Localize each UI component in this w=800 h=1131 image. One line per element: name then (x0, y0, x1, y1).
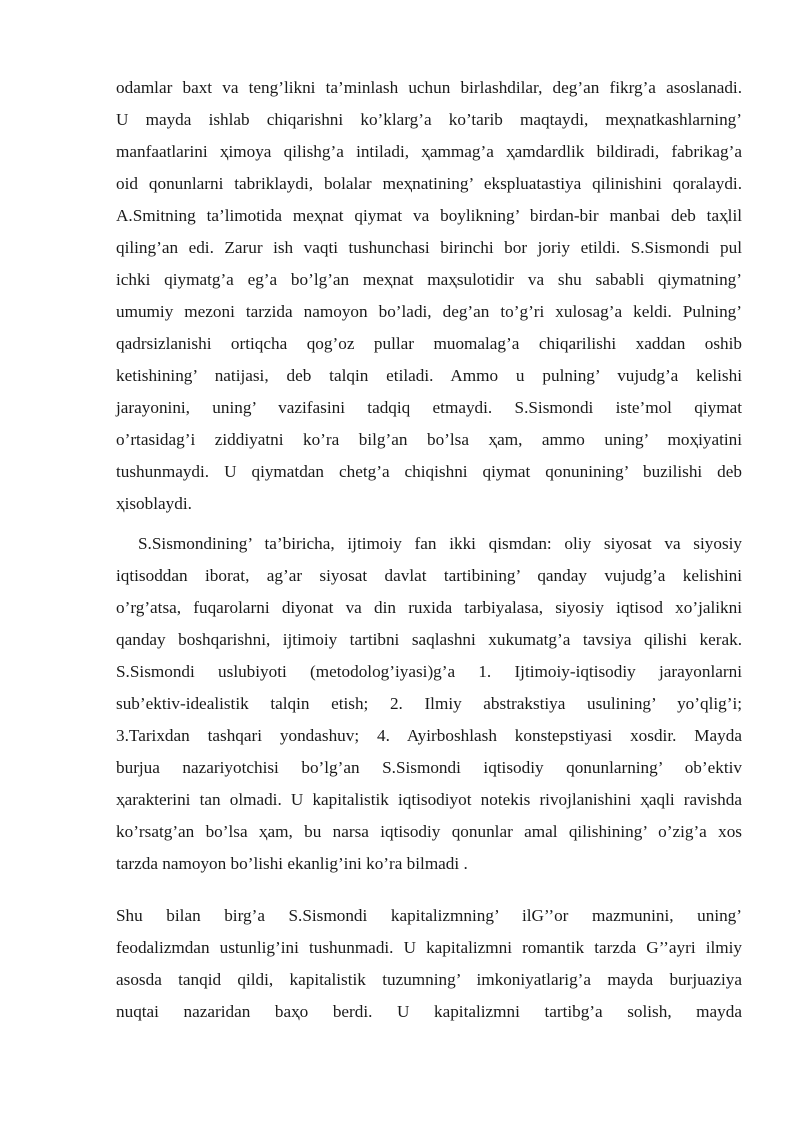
text-line: burjua nazariyotchisi bo’lg’an S.Sismondi iqtisodiy qonunlarning’ ob’ektiv (116, 758, 742, 777)
text-line: U mayda ishlab chiqarishni ko’klarg’a ko’tarib maqtaydi, meҳnatkashlarning’ (116, 110, 742, 129)
text-line: Shu bilan birg’a S.Sismondi kapitalizmning’ ilG’’or mazmunini, uning’ (116, 906, 742, 925)
text-line: jarayonini, uning’ vazifasini tadqiq etmaydi. S.Sismondi iste’mol qiymat (116, 398, 742, 417)
text-line: oid qonunlarni tabriklaydi, bolalar meҳnatining’ ekspluatastiya qilinishini qoralaydi. (116, 174, 742, 193)
text-line: umumiy mezoni tarzida namoyon bo’ladi, deg’an to’g’ri xulosag’a keldi. Pulning’ (116, 302, 742, 321)
text-line: sub’ektiv-idealistik talqin etish; 2. Ilmiy abstrakstiya usulining’ yo’qlig’i; (116, 694, 742, 713)
text-line: S.Sismondi uslubiyoti (metodolog’iyasi)g’a 1. Ijtimoiy-iqtisodiy jarayonlarni (116, 662, 742, 681)
text-line: asosda tanqid qildi, kapitalistik tuzumning’ imkoniyatlarig’a mayda burjuaziya (116, 970, 742, 989)
text-line: ҳarakterini tan olmadi. U kapitalistik iqtisodiyot notekis rivojlanishini ҳaqli ravishda (116, 790, 742, 809)
text-line: o’rg’atsa, fuqarolarni diyonat va din ruxida tarbiyalasa, siyosiy iqtisod xo’jalikni (116, 598, 742, 617)
text-line: ҳisoblaydi. (116, 494, 192, 513)
text-line: A.Smitning ta’limotida meҳnat qiymat va boylikning’ birdan-bir manbai deb taҳlil (116, 206, 742, 225)
text-line: odamlar baxt va teng’likni ta’minlash uchun birlashdilar, deg’an fikrg’a asoslanadi. (116, 78, 742, 97)
text-line: qadrsizlanishi ortiqcha qog’oz pullar muomalag’a chiqarilishi xaddan oshib (116, 334, 742, 353)
text-line: manfaatlarini ҳimoya qilishg’a intiladi, ҳammag’a ҳamdardlik bildiradi, fabrikag’a (116, 142, 742, 161)
text-line: iqtisoddan iborat, ag’ar siyosat davlat tartibining’ qanday vujudg’a kelishini (116, 566, 742, 585)
text-line: 3.Tarixdan tashqari yondashuv; 4. Ayirboshlash konstepstiyasi xosdir. Mayda (116, 726, 742, 745)
text-line: ketishining’ natijasi, deb talqin etiladi. Ammo u pulning’ vujudg’a kelishi (116, 366, 742, 385)
text-line: ichki qiymatg’a eg’a bo’lg’an meҳnat maҳsulotidir va shu sababli qiymatning’ (116, 270, 742, 289)
text-line: tushunmaydi. U qiymatdan chetg’a chiqishni qiymat qonunining’ buzilishi deb (116, 462, 742, 481)
text-line: nuqtai nazaridan baҳo berdi. U kapitalizmni tartibg’a solish, mayda (116, 1002, 742, 1021)
text-line: feodalizmdan ustunlig’ini tushunmadi. U kapitalizmni romantik tarzda G’’ayri ilmiy (116, 938, 742, 957)
text-line: qanday boshqarishni, ijtimoiy tartibni saqlashni xukumatg’a tavsiya qilishi kerak. (116, 630, 742, 649)
text-line: qiling’an edi. Zarur ish vaqti tushunchasi birinchi bor joriy etildi. S.Sismondi pul (116, 238, 742, 257)
text-line: ko’rsatg’an bo’lsa ҳam, bu narsa iqtisodiy qonunlar amal qilishining’ o’zig’a xos (116, 822, 742, 841)
text-line: tarzda namoyon bo’lishi ekanlig’ini ko’ra bilmadi . (116, 854, 468, 873)
text-line: o’rtasidag’i ziddiyatni ko’ra bilg’an bo’lsa ҳam, ammo uning’ moҳiyatini (116, 430, 742, 449)
text-line: S.Sismondining’ ta’biricha, ijtimoiy fan ikki qismdan: oliy siyosat va siyosiy (138, 534, 742, 553)
